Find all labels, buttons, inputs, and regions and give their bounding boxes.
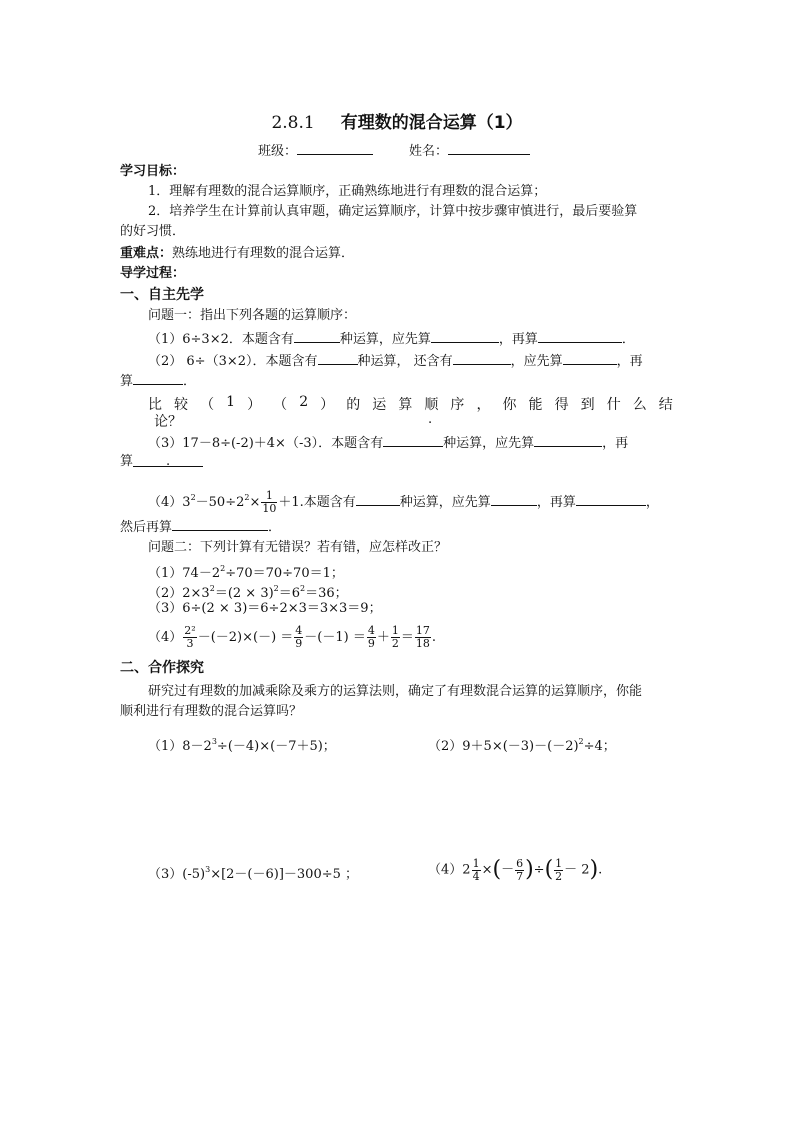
goals-label: 学习目标： xyxy=(120,164,186,179)
blank-field[interactable] xyxy=(491,493,537,506)
compare-char: ） xyxy=(247,397,262,413)
blank-field[interactable] xyxy=(172,518,268,531)
blank-field[interactable] xyxy=(318,352,358,365)
exponent: 2 xyxy=(190,493,196,502)
expr-part: －(－1) ＝ xyxy=(304,630,366,645)
compare-cont xyxy=(154,414,182,430)
fraction xyxy=(415,625,431,650)
expr-part: 3 xyxy=(182,495,191,510)
exponent: 2 xyxy=(300,584,306,593)
numerator: 1 xyxy=(472,856,480,870)
expr-part: －(－2)×(－) ＝ xyxy=(197,630,294,645)
fraction xyxy=(515,858,524,883)
denominator: 10 xyxy=(262,502,277,515)
expr-part: （1）74－2 xyxy=(148,566,221,581)
problem-2 xyxy=(148,352,643,370)
expr-part: （2）2×3 xyxy=(148,586,210,601)
expr-part: ＋1. xyxy=(278,495,304,510)
check-item-1 xyxy=(148,561,344,582)
fraction xyxy=(183,625,196,650)
problem-3-cont-text: 算 xyxy=(120,454,134,469)
exercise-2-label: （2） xyxy=(428,739,463,754)
exercise-1-label: （1） xyxy=(148,739,183,754)
compare-char: 较 xyxy=(174,397,189,413)
check-item-2 xyxy=(148,581,348,602)
problem-4-end: ． xyxy=(268,520,282,535)
class-label: 班级： xyxy=(258,144,298,159)
section2-intro-2: 顺利进行有理数的混合运算吗？ xyxy=(120,704,303,719)
expr-part: － 2 xyxy=(564,862,590,878)
exercise-3-label: （3） xyxy=(148,867,183,882)
compare-char: 比 xyxy=(148,397,162,413)
blank-field[interactable] xyxy=(453,352,511,365)
exercise-1 xyxy=(148,734,336,755)
expr-part: (-5) xyxy=(182,867,206,882)
expr-part: ÷(－4)×(－7＋5)； xyxy=(216,739,336,754)
compare-char: （ xyxy=(200,397,215,413)
expr-part: × xyxy=(481,862,493,878)
problem-4-text-b: 种运算，应先算 xyxy=(399,495,491,510)
problem-1-text-d: ． xyxy=(621,332,635,347)
problem-4-text-d: ， xyxy=(645,495,659,510)
problem-3 xyxy=(148,434,628,452)
problem-4-text-a: 本题含有 xyxy=(303,495,356,510)
page-title xyxy=(0,108,794,133)
expr-part: ＝ xyxy=(400,630,414,645)
paren: ( xyxy=(544,857,554,882)
exercise-3 xyxy=(148,862,358,883)
blank-field[interactable] xyxy=(576,493,646,506)
problem-2-text-d: ，再 xyxy=(616,354,643,369)
problem-2-text-a: （2） 6÷（3×2）．本题含有 xyxy=(148,354,318,369)
expr-part: ÷4； xyxy=(583,739,616,754)
problem-3-text-c: ，再 xyxy=(602,436,629,451)
compare-char: 么 xyxy=(632,397,647,413)
problem-4-cont xyxy=(120,518,281,536)
exercise-2 xyxy=(428,734,616,755)
denominator: 9 xyxy=(295,637,303,650)
exponent: 2 xyxy=(209,584,215,593)
denominator: 4 xyxy=(472,869,480,883)
blank-field[interactable] xyxy=(431,330,499,343)
question2-intro: 问题二：下列计算有无错误？若有错，应怎样改正？ xyxy=(148,540,448,555)
denominator: 2 xyxy=(391,637,399,650)
expr-part: ＝(2 × 3) xyxy=(214,586,274,601)
blank-field[interactable] xyxy=(534,434,602,447)
problem-3-text-a: （3）17－8÷(-2)＋4×（-3）．本题含有 xyxy=(148,436,384,451)
problem-1-text-a: （1）6÷3×2．本题含有 xyxy=(148,332,294,347)
fraction xyxy=(472,858,481,883)
expr-part: ×[2－(－6)]－300÷5 ； xyxy=(210,867,359,882)
expr-part: × xyxy=(249,495,261,510)
blank-field[interactable] xyxy=(133,454,203,467)
compare-char: ） xyxy=(320,397,335,413)
compare-char: 顺 xyxy=(424,397,439,413)
check-item-4-prefix: （4） xyxy=(148,630,183,645)
exponent: 2 xyxy=(220,564,226,573)
problem-2-text-c: ，应先算 xyxy=(510,354,563,369)
expr-part: . xyxy=(431,630,437,645)
problem-4-cont-text: 然后再算 xyxy=(120,520,173,535)
expr-part: 8－2 xyxy=(182,739,212,754)
expr-part: －50÷2 xyxy=(195,495,245,510)
numerator: 4 xyxy=(295,624,303,637)
paren: ) xyxy=(525,857,534,882)
goal-item-1: 1．理解有理数的混合运算顺序，正确熟练地进行有理数的混合运算； xyxy=(148,184,547,199)
blank-field[interactable] xyxy=(356,493,400,506)
lesson-number: 2.8.1 xyxy=(271,113,315,133)
fraction xyxy=(554,858,563,883)
fraction xyxy=(294,625,303,650)
class-name-row xyxy=(258,142,530,160)
fraction xyxy=(261,490,277,515)
section1-heading: 一、自主先学 xyxy=(120,287,204,303)
expr-part: ＋ xyxy=(376,630,390,645)
compare-cont-text: 论？ xyxy=(154,414,182,430)
problem-1-text-c: ，再算 xyxy=(498,332,538,347)
compare-char: 算 xyxy=(398,397,413,413)
section2-heading: 二、合作探究 xyxy=(120,660,204,676)
compare-dot: . xyxy=(428,412,433,427)
section2-intro-1: 研究过有理数的加减乘除及乘方的运算法则，确定了有理数混合运算的运算顺序，你能 xyxy=(148,684,643,699)
numerator: 1 xyxy=(555,856,563,870)
compare-char: ， xyxy=(476,397,491,413)
exercise-4-label: （4） xyxy=(428,862,463,878)
problem-4 xyxy=(148,484,659,517)
problem-2-cont-text: 算 xyxy=(120,374,134,389)
numerator: 4 xyxy=(367,624,375,637)
problem-2-text-b: 种运算， 还含有 xyxy=(357,354,453,369)
problem-3-dot: . xyxy=(165,454,171,469)
exponent: 3 xyxy=(211,737,217,746)
compare-char: 什 xyxy=(606,397,621,413)
blank-field[interactable] xyxy=(133,372,183,385)
guide-label: 导学过程： xyxy=(120,266,186,281)
name-label: 姓名： xyxy=(409,144,449,159)
compare-char: 能 xyxy=(528,397,543,413)
compare-char: 结 xyxy=(658,397,673,413)
expr-part: 2 xyxy=(462,862,471,878)
denominator: 18 xyxy=(415,637,430,650)
expr-part: ＝36； xyxy=(305,586,348,601)
compare-char: （ xyxy=(273,397,288,413)
denominator: 9 xyxy=(367,637,375,650)
compare-char: 1 xyxy=(226,394,236,410)
compare-char: 得 xyxy=(554,397,569,413)
problem-3-cont xyxy=(120,454,203,470)
exponent: 2 xyxy=(578,737,584,746)
compare-char: 2 xyxy=(299,394,309,410)
denominator: 3 xyxy=(186,637,194,650)
numerator: 1 xyxy=(391,624,399,637)
paren: ( xyxy=(492,857,502,882)
problem-4-prefix: （4） xyxy=(148,495,183,510)
compare-char: 运 xyxy=(372,397,387,413)
denominator: 7 xyxy=(516,869,524,883)
expr-part: 9＋5×(－3)－(－2) xyxy=(462,739,579,754)
check-item-3: （3）6÷(2 × 3)＝6÷2×3＝3×3＝9； xyxy=(148,601,382,616)
key-label: 重难点： xyxy=(120,246,173,261)
paren: ) xyxy=(589,857,599,882)
problem-4-text-c: ，再算 xyxy=(536,495,576,510)
problem-2-cont xyxy=(120,372,196,390)
exponent: 2 xyxy=(273,584,279,593)
exponent: 2 xyxy=(244,493,250,502)
exponent: 3 xyxy=(205,865,211,874)
expr-part: － xyxy=(501,862,515,878)
question1-intro: 问题一：指出下列各题的运算顺序： xyxy=(148,308,357,323)
blank-field[interactable] xyxy=(294,330,340,343)
problem-2-end: ． xyxy=(183,374,197,389)
name-field[interactable] xyxy=(448,142,530,155)
problem-1-text-b: 种运算，应先算 xyxy=(339,332,431,347)
check-item-4 xyxy=(148,624,436,652)
lesson-title: 有理数的混合运算（1） xyxy=(340,113,523,133)
expr-part: ＝6 xyxy=(278,586,301,601)
compare-char: 到 xyxy=(580,397,595,413)
compare-char: 的 xyxy=(346,397,361,413)
blank-field[interactable] xyxy=(538,330,622,343)
numerator: 1 xyxy=(261,490,277,503)
compare-row xyxy=(148,394,673,414)
problem-3-text-b: 种运算，应先算 xyxy=(443,436,535,451)
blank-field[interactable] xyxy=(383,434,443,447)
fraction xyxy=(367,625,376,650)
goal-item-2-cont: 的好习惯． xyxy=(120,224,186,239)
numerator: 2² xyxy=(184,624,196,637)
problem-1 xyxy=(148,330,635,348)
key-text: 熟练地进行有理数的混合运算． xyxy=(172,246,355,261)
compare-char: 序 xyxy=(450,397,465,413)
blank-field[interactable] xyxy=(563,352,617,365)
expr-part: . xyxy=(598,862,603,878)
numerator: 6 xyxy=(516,856,524,870)
denominator: 2 xyxy=(555,869,563,883)
numerator: 17 xyxy=(415,624,430,637)
exercise-4 xyxy=(428,856,602,885)
goal-item-2: 2．培养学生在计算前认真审题，确定运算顺序，计算中按步骤审慎进行，最后要验算 xyxy=(148,204,638,219)
expr-part: ÷ xyxy=(533,862,545,878)
expr-part: ÷70＝70÷70＝1； xyxy=(225,566,344,581)
key-point-row xyxy=(120,246,354,262)
class-field[interactable] xyxy=(297,142,373,155)
compare-char: 你 xyxy=(502,397,517,413)
fraction xyxy=(391,625,400,650)
